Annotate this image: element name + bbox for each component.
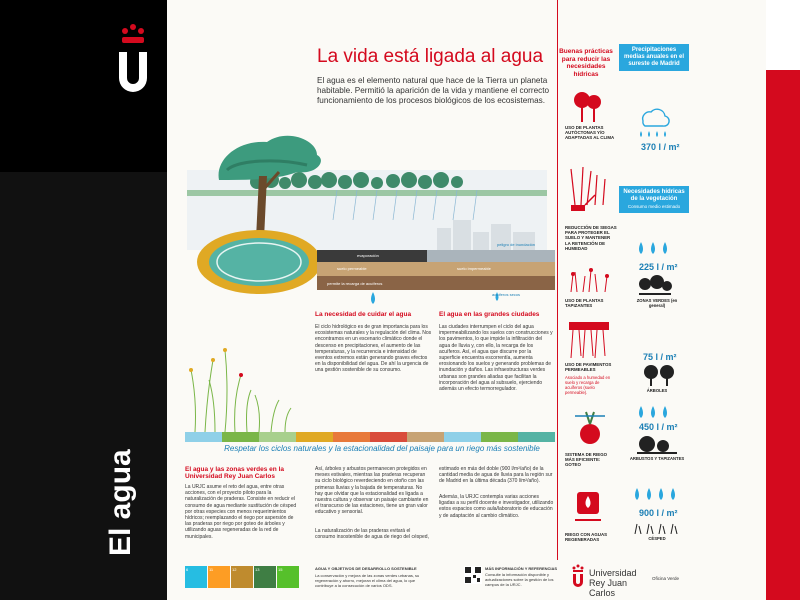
- green-title: El agua y las zonas verdes en la Universidad Rey Juan Carlos: [185, 466, 284, 480]
- practice-regenerated: RIEGO CON AGUAS REGENERADAS: [565, 532, 608, 543]
- care-text: El ciclo hidrológico es de gran importancia para los ecosistemas naturales y la regulación del clima. Nos encontramos en un escenario climático donde el descenso en precipitaciones, el aumento de las temperaturas, y la recurrencia e intensidad de eventos extremos están generando graves efectos en la disponibilidad del agua. De ahí la urgencia de una gestión sostenible de su consumo.: [315, 324, 432, 374]
- green-area-icon: [637, 274, 673, 296]
- regenerated-water-icon: [571, 488, 605, 526]
- permeable-pavement-icon: [567, 320, 611, 360]
- drops-icon-3: [631, 486, 677, 504]
- drops-icon: [635, 240, 671, 258]
- ods-text: La conservación y mejora de las zonas verdes urbanas, su regeneración y ahorro, mejoran el clima del agua, lo que contribuye a la consecución de varios ODS.: [315, 573, 420, 588]
- rain-cloud-icon: [635, 105, 671, 143]
- left-band: [0, 0, 167, 600]
- practice-reduce-mowing: REDUCCIÓN DE SIEGAS PARA PROTEGER EL SUELO Y MANTENER LA RETENCIÓN DE HUMEDAD: [565, 225, 617, 251]
- ods-15-badge: 15: [277, 566, 299, 588]
- right-band: [766, 0, 800, 600]
- sidebar: [557, 0, 766, 600]
- practices-column: [557, 48, 615, 78]
- need-label-lawn: CÉSPED: [648, 536, 666, 541]
- university-name: Universidad Rey Juan Carlos: [589, 568, 637, 598]
- vertical-title: El agua: [104, 449, 137, 556]
- green-text: La URJC asume el reto del agua, entre otras acciones, con el proyecto piloto para la naturalización de praderas. Consiste en reducir el consumo de agua mediante sustitución de césped por otras especies con menos requerimientos hídricos; reemplazando el riego por aspersión de las praderas por riego por goteo de árboles y utilizando aguas regeneradas de la red de municipales.: [185, 484, 297, 540]
- label-impermeable: suelo impermeable: [457, 266, 491, 271]
- need-label-shrubs: ARBUSTOS Y TAPIZANTES: [629, 456, 685, 461]
- cities-text: Las ciudades interrumpen el ciclo del agua impermeabilizando los suelos con construcciones y los pavimentos, lo que impide la infiltración del agua de lluvia y, con ello, la recarga de los acuíferos. Así, el agua que discurre por la superficie encuentra escorrentía, aumenta erosionando los suelos y generando problemas de inundación y daños. Las infraestructuras verdes urbanas son grandes aliadas que facilitan la incorporación del agua al subsuelo, ejerciendo además un efecto termorregulador.: [439, 324, 553, 393]
- label-flood: peligro de inundación: [497, 242, 536, 247]
- label-recharge: permite la recarga de acuíferos: [327, 281, 383, 286]
- need-value-green: 225 l / m²: [639, 262, 678, 272]
- practice-native-plants: USO DE PLANTAS AUTÓCTONAS Y/O ADAPTADAS AL CLIMA: [565, 125, 615, 141]
- precip-value: 370 l / m²: [641, 142, 680, 152]
- ods-6-badge: 6: [185, 566, 207, 588]
- practice-groundcover: USO DE PLANTAS TAPIZANTES: [565, 298, 604, 309]
- label-aquifers: acuíferos secos: [492, 292, 521, 297]
- need-value-lawn: 900 l / m²: [639, 508, 678, 518]
- poster: [167, 0, 766, 600]
- drops-icon-2: [635, 404, 671, 422]
- label-evaporation: evaporación: [357, 253, 379, 258]
- need-label-green: ZONAS VERDES (en general): [636, 298, 678, 308]
- need-value-trees: 75 l / m²: [643, 352, 677, 362]
- more-info-title: MÁS INFORMACIÓN Y REFERENCIAS: [485, 566, 558, 571]
- trees-icon: [641, 364, 677, 386]
- practice-drip: SISTEMA DE RIEGO MÁS EFICIENTE: GOTEO: [565, 452, 608, 468]
- precip-title: Precipitaciones medias anuales en el sureste de Madrid: [619, 44, 689, 71]
- ods-11-badge: 11: [208, 566, 230, 588]
- need-label-trees: ÁRBOLES: [646, 388, 668, 393]
- need-value-shrubs: 450 l / m²: [639, 422, 678, 432]
- more-info-text: Consulte la información disponible y actualizaciones sobre la gestión de los campus de la URJC.: [485, 572, 554, 587]
- ods-title: AGUA Y OBJETIVOS DE DESARROLLO SOSTENIBLE: [315, 566, 417, 571]
- right-band-red: [766, 70, 800, 600]
- landscape-illustration: [167, 120, 557, 320]
- care-title: La necesidad de cuidar el agua: [315, 311, 412, 318]
- savings-text-2: Además, la URJC contempla varias acciones ligadas a su perfil docente e investigador, utilizando estos espacios como aula/laboratorio de educación y de adaptación al cambio climático.: [439, 494, 554, 519]
- grass-illustration: [185, 340, 315, 432]
- page-title: La vida está ligada al agua: [317, 46, 544, 67]
- banner-text: Respetar los ciclos naturales y la estacionalidad del paisaje para un riego más sostenible: [224, 444, 540, 453]
- practices-title: Buenas prácticas para reducir las necesidades hídricas: [559, 48, 613, 78]
- intro-text: El agua es el elemento natural que hace de la Tierra un planeta habitable. Permitió la aparición de la vida y mantiene el correcto funcionamiento de los procesos biológicos de los ecosistemas.: [317, 76, 550, 105]
- shrubs-icon: [637, 434, 677, 454]
- native-plants-icon: [571, 90, 605, 122]
- label-permeable: suelo permeable: [337, 266, 367, 271]
- color-stripe: [185, 432, 555, 442]
- lawn-icon: [633, 522, 679, 534]
- qr-code-icon[interactable]: [464, 566, 482, 584]
- pavement-note: Asociado a humedad en suelo y recarga de acuíferos (suelo permeable).: [565, 375, 611, 395]
- ods-12-badge: 12: [231, 566, 253, 588]
- savings-text: estimado en más del doble (900 l/m²/año) de la cantidad media de agua de lluvia para la región sur de Madrid en la última década (370 l/m²/año).: [439, 466, 553, 485]
- trees-text: Así, árboles y arbustos permanecen protegidos en meses estivales, mientras las praderas recuperan su ciclo biológico reverdeciendo en otoño con las primeras lluvias y la bajada de temperaturas. No hay que olvidar que la estacionalidad es ligada a nuestra cultura y observar un paisaje cambiante en el transcurso de las estaciones, tiene un gran valor educativo y sensorial.: [315, 466, 429, 516]
- crown-icon: [118, 22, 148, 46]
- ods-13-badge: 13: [254, 566, 276, 588]
- needs-title: Necesidades hídricas de la vegetación Consumo medio estimado: [619, 186, 689, 213]
- groundcover-icon: [567, 268, 611, 292]
- official-office: Oficina Verde: [652, 576, 680, 581]
- university-logo: [113, 48, 153, 94]
- mower-icon: [567, 165, 609, 215]
- practice-permeable: USO DE PAVIMENTOS PERMEABLES: [565, 362, 612, 373]
- trees-text-2: La naturalización de las praderas evitará el consumo insostenible de agua de riego del césped,: [315, 528, 429, 541]
- drip-irrigation-icon: [573, 410, 607, 448]
- cities-title: El agua en las grandes ciudades: [439, 311, 540, 318]
